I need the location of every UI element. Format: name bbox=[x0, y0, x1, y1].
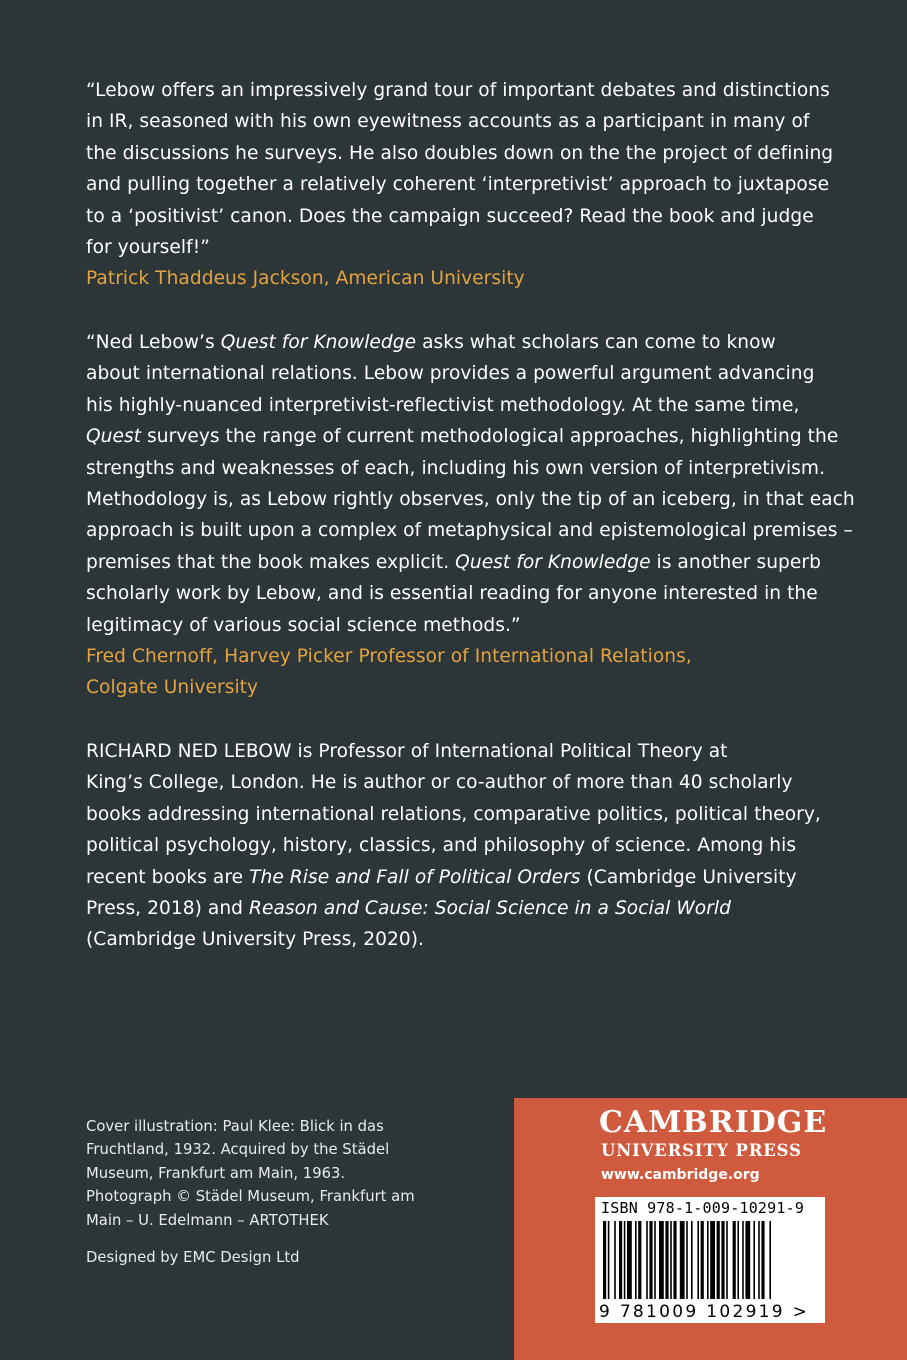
text-line: to a ‘positivist’ canon. Does the campaign succeed? Read the book and judge bbox=[86, 205, 814, 227]
barcode-bar bbox=[649, 1221, 652, 1299]
barcode-bar bbox=[614, 1221, 616, 1299]
quote-chernoff bbox=[86, 327, 855, 704]
credit-line: Cover illustration: Paul Klee: Blick in das bbox=[86, 1118, 384, 1135]
text-line: and pulling together a relatively coherent ‘interpretivist’ approach to juxtapose bbox=[86, 174, 830, 196]
publisher-box bbox=[514, 1098, 907, 1360]
isbn-barcode bbox=[595, 1197, 825, 1323]
text-line: strengths and weaknesses of each, including his own version of interpretivism. bbox=[86, 457, 826, 479]
quote-jackson bbox=[86, 75, 846, 295]
text-line: for yourself!” bbox=[86, 237, 210, 259]
designer-credit: Designed by EMC Design Ltd bbox=[86, 1249, 300, 1266]
barcode-bar bbox=[686, 1221, 688, 1299]
barcode-bar bbox=[638, 1221, 641, 1299]
cover-illustration-credit bbox=[86, 1115, 486, 1232]
text-line: the discussions he surveys. He also doubles down on the the project of defining bbox=[86, 142, 834, 164]
text-line: Press, 2018) and Reason and Cause: Social Science in a Social World bbox=[86, 898, 731, 920]
text-line: legitimacy of various social science methods.” bbox=[86, 614, 521, 636]
barcode-bar bbox=[758, 1221, 760, 1299]
barcode-bar bbox=[673, 1221, 676, 1299]
text-line: about international relations. Lebow provides a powerful argument advancing bbox=[86, 363, 815, 385]
text-line: scholarly work by Lebow, and is essential reading for anyone interested in the bbox=[86, 583, 818, 605]
barcode-bar bbox=[721, 1221, 724, 1299]
barcode-bar bbox=[635, 1221, 637, 1299]
barcode-bar bbox=[603, 1221, 606, 1299]
barcode-bar bbox=[670, 1221, 672, 1299]
isbn-label: ISBN 978-1-009-10291-9 bbox=[601, 1199, 805, 1217]
text-line: premises that the book makes explicit. Quest for Knowledge is another superb bbox=[86, 551, 821, 573]
author-bio-text bbox=[86, 736, 846, 956]
text-line: recent books are The Rise and Fall of Political Orders (Cambridge University bbox=[86, 866, 797, 888]
barcode-bar bbox=[761, 1221, 764, 1299]
barcode-bar bbox=[726, 1221, 728, 1299]
barcode-bar bbox=[737, 1221, 739, 1299]
barcode-bar bbox=[608, 1221, 610, 1299]
credit-line: Museum, Frankfurt am Main, 1963. bbox=[86, 1164, 346, 1182]
barcode-bar bbox=[659, 1221, 664, 1299]
text-line: in IR, seasoned with his own eyewitness accounts as a participant in many of bbox=[86, 111, 810, 133]
quote-jackson-attribution: Patrick Thaddeus Jackson, American University bbox=[86, 268, 525, 290]
text-line: (Cambridge University Press, 2020). bbox=[86, 929, 425, 951]
credit-line: Photograph © Städel Museum, Frankfurt am bbox=[86, 1188, 415, 1206]
text-line: political psychology, history, classics, and philosophy of science. Among his bbox=[86, 835, 797, 857]
barcode-bar bbox=[753, 1221, 755, 1299]
barcode-digits: 9 781009 102919 > bbox=[599, 1302, 810, 1322]
barcode-bar bbox=[665, 1221, 668, 1299]
text-line: approach is built upon a complex of metaphysical and epistemological premises – bbox=[86, 520, 853, 542]
barcode-bar bbox=[680, 1221, 685, 1299]
barcode-bar bbox=[624, 1221, 626, 1299]
text-line: RICHARD NED LEBOW is Professor of International Political Theory at bbox=[86, 741, 728, 762]
text-line: books addressing international relations, comparative politics, political theory, bbox=[86, 803, 821, 825]
barcode-bar bbox=[745, 1221, 750, 1299]
barcode-bar bbox=[710, 1221, 715, 1299]
barcode-bar bbox=[717, 1221, 720, 1299]
quote-chernoff-text bbox=[86, 327, 855, 641]
barcode-bar bbox=[769, 1221, 771, 1299]
barcode-bar bbox=[619, 1221, 622, 1299]
barcode-bar bbox=[707, 1221, 709, 1299]
text-line: King’s College, London. He is author or co-author of more than 40 scholarly bbox=[86, 772, 793, 794]
text-line: “Ned Lebow’s Quest for Knowledge asks what scholars can come to know bbox=[86, 332, 776, 353]
text-line: Quest surveys the range of current methodological approaches, highlighting the bbox=[86, 426, 839, 448]
publisher-logo-name: CAMBRIDGE bbox=[599, 1105, 828, 1140]
barcode-bar bbox=[742, 1221, 744, 1299]
credit-line: Fruchtland, 1932. Acquired by the Städel bbox=[86, 1141, 390, 1159]
credit-line: Main – U. Edelmann – ARTOTHEK bbox=[86, 1211, 329, 1229]
barcode-bar bbox=[627, 1221, 632, 1299]
barcode-bar bbox=[701, 1221, 704, 1299]
publisher-logo-press: UNIVERSITY PRESS bbox=[601, 1141, 802, 1160]
publisher-url[interactable]: www.cambridge.org bbox=[601, 1167, 760, 1183]
text-line: his highly-nuanced interpretivist-reflectivist methodology. At the same time, bbox=[86, 394, 800, 416]
quote-chernoff-attribution-line-2: Colgate University bbox=[86, 677, 259, 699]
text-line: “Lebow offers an impressively grand tour of important debates and distinctions bbox=[86, 80, 830, 101]
barcode-bar bbox=[646, 1221, 648, 1299]
quote-jackson-text bbox=[86, 75, 846, 263]
author-bio bbox=[86, 736, 846, 956]
text-line: Methodology is, as Lebow rightly observes, only the tip of an iceberg, in that each bbox=[86, 489, 855, 511]
barcode-bar bbox=[691, 1221, 693, 1299]
barcode-bar bbox=[654, 1221, 656, 1299]
barcode-bar bbox=[733, 1221, 736, 1299]
quote-chernoff-attribution-line-1: Fred Chernoff, Harvey Picker Professor of International Relations, bbox=[86, 646, 692, 668]
barcode-bar bbox=[697, 1221, 699, 1299]
